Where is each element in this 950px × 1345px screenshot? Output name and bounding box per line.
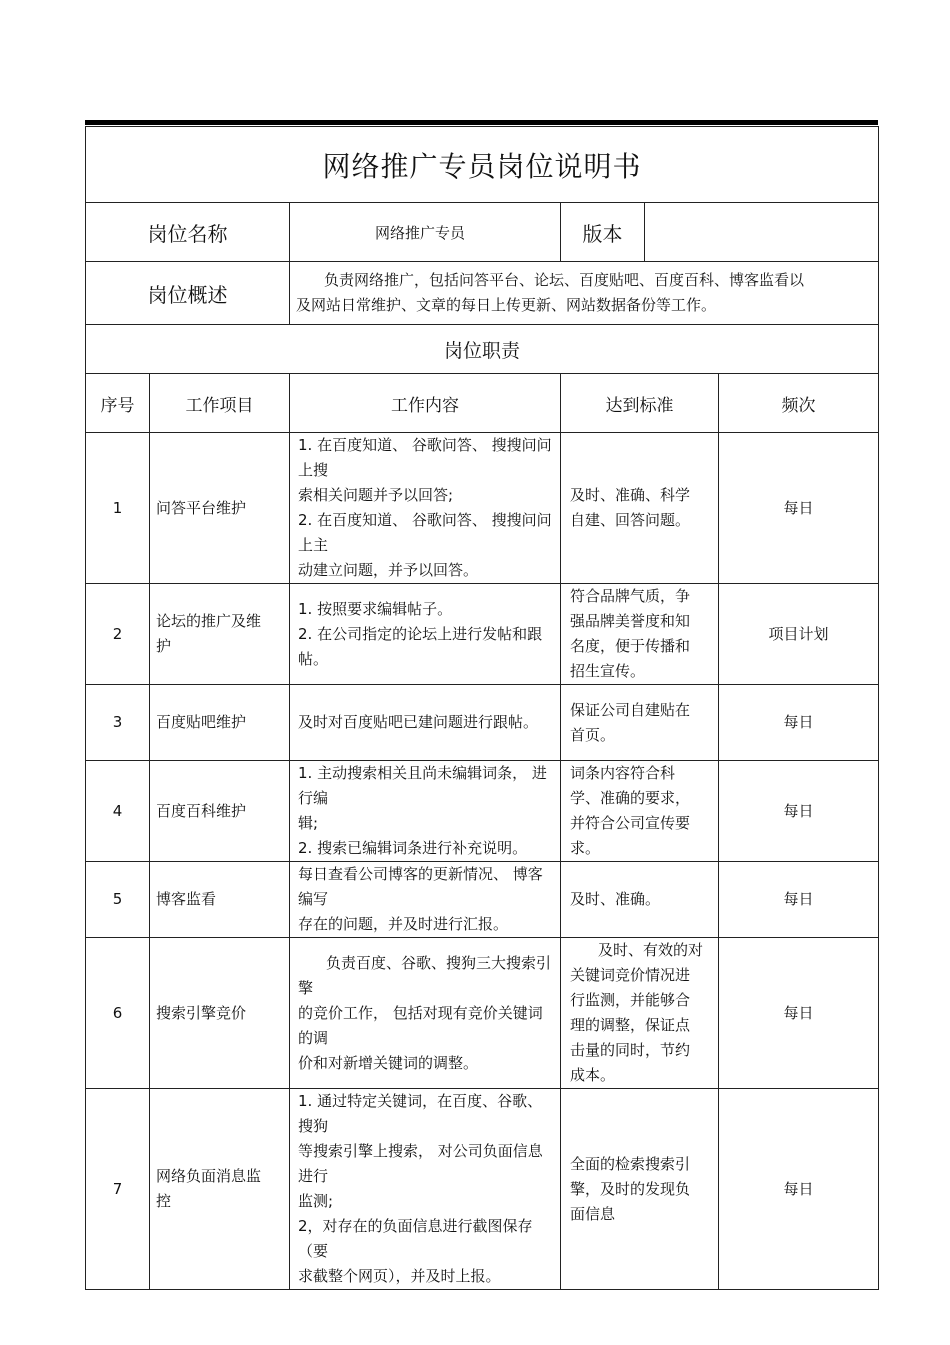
summary-label: 岗位概述 [86,262,290,325]
cell-line: 网络负面消息监 [156,1167,262,1185]
cell-line: 名度，便于传播和 [570,637,691,655]
table-row [86,938,879,1089]
cell-line: 等搜索引擎上搜索， 对公司负面信息进行 [298,1142,543,1185]
table-row [86,862,879,938]
cell-line: 行监测，并能够合 [570,991,691,1009]
row-number-cell: 2 [86,584,150,685]
row-number-cell: 1 [86,433,150,584]
frequency-cell: 每日 [719,938,879,1089]
cell-line: 负责百度、谷歌、搜狗三大搜索引擎 [298,953,552,997]
cell-line: 自建、回答问题。 [570,511,691,529]
cell-line: 的竞价工作， 包括对现有竞价关键词的调 [298,1003,543,1047]
cell-line: 学、准确的要求， [570,789,691,807]
summary-line: 负责网络推广，包括问答平台、论坛、百度贴吧、百度百科、博客监看以 [324,271,805,289]
work-item-cell [150,685,290,761]
col-header-content: 工作内容 [290,374,561,433]
cell-line: 理的调整，保证点 [570,1016,691,1034]
cell-line: 符合品牌气质，争 [570,587,691,605]
cell-line: 及时对百度贴吧已建问题进行跟帖。 [298,713,539,731]
col-header-frequency: 频次 [719,374,879,433]
col-header-item: 工作项目 [150,374,290,433]
cell-line: 2. 在百度知道、 谷歌问答、 搜搜问问上主 [298,511,552,554]
position-name-label: 岗位名称 [86,203,290,262]
cell-line: 动建立问题，并予以回答。 [298,561,479,579]
cell-line: 成本。 [570,1066,616,1084]
frequency-cell: 项目计划 [719,584,879,685]
cell-line: 保证公司自建贴在 [570,700,691,719]
cell-line: 辑; [298,814,319,832]
cell-line: 求。 [570,839,601,857]
row-number-cell: 3 [86,685,150,761]
cell-line: 每日查看公司博客的更新情况、 博客编写 [298,865,543,908]
col-header-no: 序号 [86,374,150,433]
cell-line: 1. 按照要求编辑帖子。 [298,599,453,618]
standard-cell [561,584,719,685]
work-content-cell [290,1089,561,1290]
cell-line: 2. 在公司指定的论坛上进行发帖和跟帖。 [298,624,543,668]
cell-line: 击量的同时，节约 [570,1041,691,1059]
frequency-cell: 每日 [719,862,879,938]
col-header-standard: 达到标准 [561,374,719,433]
version-value [645,203,879,262]
cell-line: 词条内容符合科 [570,764,676,782]
cell-line: 求截整个网页），并及时上报。 [298,1267,501,1285]
frequency-cell: 每日 [719,685,879,761]
cell-line: 1. 通过特定关键词，在百度、谷歌、搜狗 [298,1092,543,1135]
document-title: 网络推广专员岗位说明书 [86,127,879,203]
work-item-cell [150,1089,290,1290]
cell-line: 搜索引擎竞价 [156,1003,247,1022]
cell-line: 百度贴吧维护 [156,713,247,731]
row-number-cell: 5 [86,862,150,938]
duties-heading: 岗位职责 [86,325,879,374]
cell-line: 首页。 [570,725,616,744]
standard-cell [561,433,719,584]
work-content-cell [290,862,561,938]
work-item-cell [150,761,290,862]
cell-line: 价和对新增关键词的调整。 [298,1053,479,1072]
cell-line: 论坛的推广及维 [156,612,262,630]
cell-line: 及时、有效的对 [598,941,704,959]
standard-cell [561,1089,719,1290]
cell-line: 1. 在百度知道、 谷歌问答、 搜搜问问上搜 [298,436,552,479]
cell-line: 及时、准确、科学 [570,486,691,504]
row-number-cell: 6 [86,938,150,1089]
table-row [86,685,879,761]
cell-line: 护 [156,637,172,655]
cell-line: 2. 搜索已编辑词条进行补充说明。 [298,839,528,857]
work-item-cell [150,584,290,685]
cell-line: 索相关问题并予以回答; [298,486,454,504]
table-row [86,584,879,685]
work-item-cell [150,433,290,584]
row-number-cell: 7 [86,1089,150,1290]
work-item-cell [150,862,290,938]
cell-line: 强品牌美誉度和知 [570,612,691,630]
cell-line: 博客监看 [156,890,217,908]
cell-line: 及时、准确。 [570,890,661,908]
cell-line: 擎，及时的发现负 [570,1179,691,1198]
cell-line: 存在的问题，并及时进行汇报。 [298,915,509,933]
work-content-cell [290,761,561,862]
cell-line: 问答平台维护 [156,498,247,517]
cell-line: 并符合公司宣传要 [570,814,691,832]
work-content-cell [290,433,561,584]
frequency-cell: 每日 [719,433,879,584]
version-label: 版本 [561,203,645,262]
cell-line: 百度百科维护 [156,801,247,820]
table-row [86,1089,879,1290]
job-description-table [85,126,879,1290]
cell-line: 2，对存在的负面信息进行截图保存（要 [298,1217,533,1260]
standard-cell [561,761,719,862]
cell-line: 1. 主动搜索相关且尚未编辑词条， 进行编 [298,764,547,807]
table-row [86,433,879,584]
standard-cell [561,938,719,1089]
work-content-cell [290,685,561,761]
cell-line: 监测; [298,1192,334,1210]
row-number-cell: 4 [86,761,150,862]
cell-line: 面信息 [570,1204,616,1223]
top-rule [85,120,878,125]
summary-line: 及网站日常维护、文章的每日上传更新、网站数据备份等工作。 [296,296,717,314]
standard-cell [561,862,719,938]
work-content-cell [290,938,561,1089]
frequency-cell: 每日 [719,1089,879,1290]
work-item-cell [150,938,290,1089]
position-name-value: 网络推广专员 [290,203,561,262]
summary-text [290,262,879,325]
cell-line: 全面的检索搜索引 [570,1154,691,1173]
standard-cell [561,685,719,761]
cell-line: 招生宣传。 [570,662,646,680]
duty-rows [86,433,879,1290]
cell-line: 关键词竞价情况进 [570,966,691,984]
cell-line: 控 [156,1192,172,1210]
table-row [86,761,879,862]
frequency-cell: 每日 [719,761,879,862]
work-content-cell [290,584,561,685]
